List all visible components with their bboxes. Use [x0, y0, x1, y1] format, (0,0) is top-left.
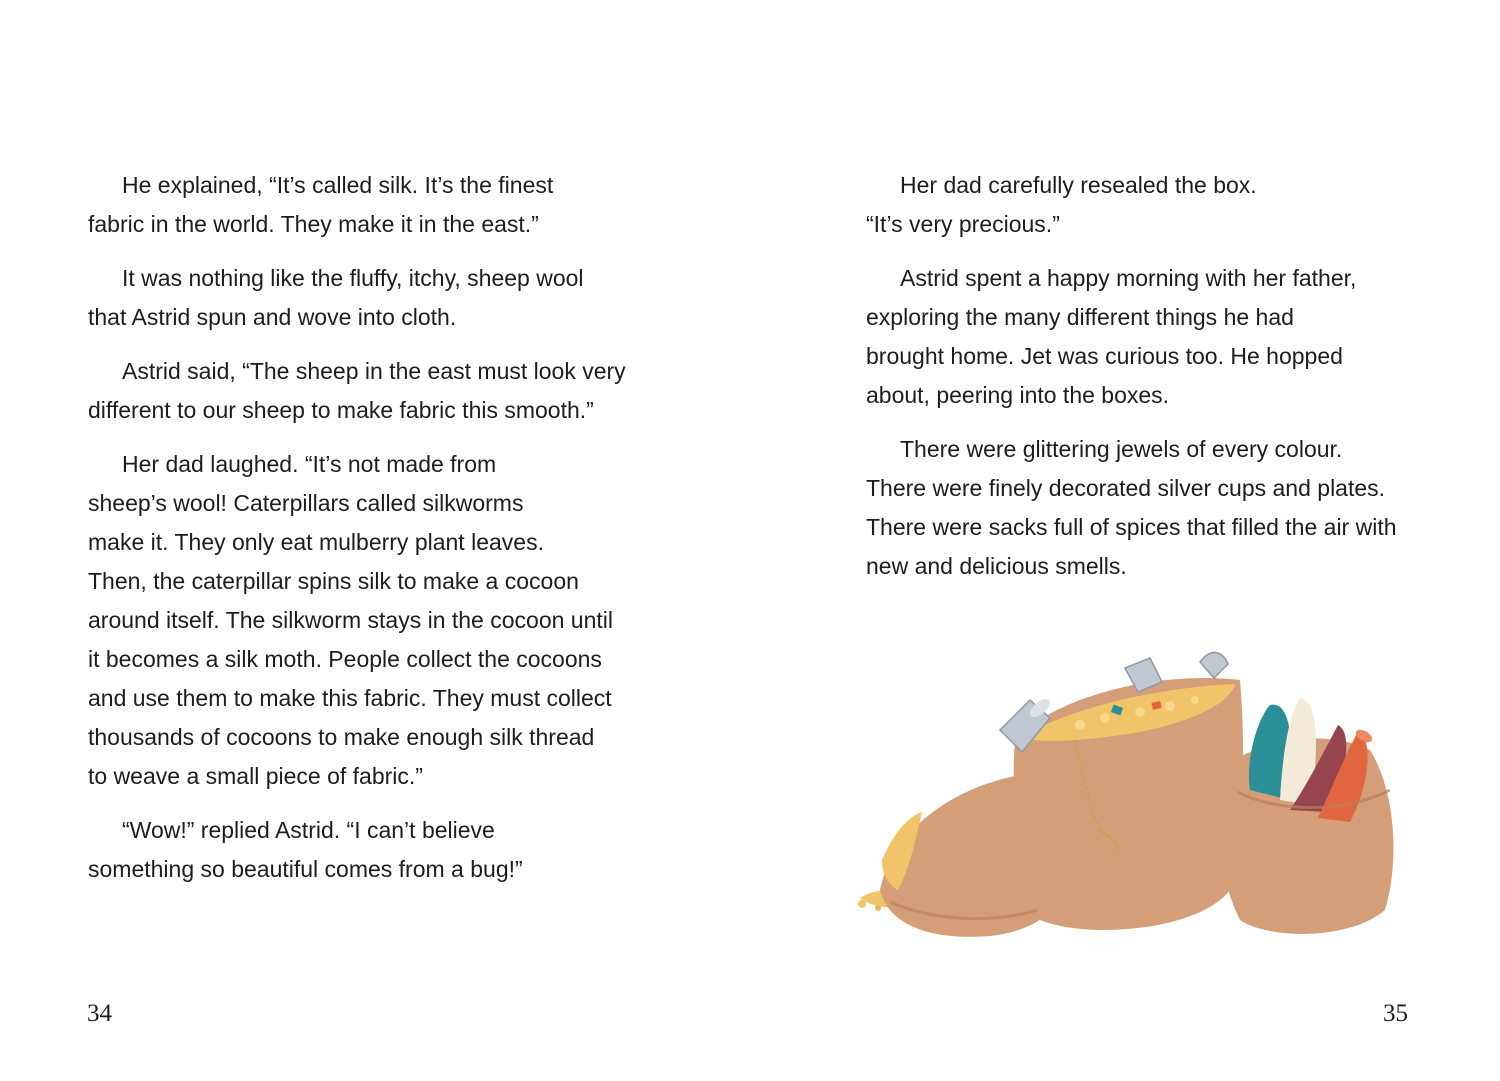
paragraph — [88, 259, 658, 337]
text-line: it becomes a silk moth. People collect the cocoons — [88, 646, 602, 672]
text-line: It was nothing like the fluffy, itchy, sheep wool — [122, 265, 584, 291]
page-number: 35 — [1383, 1000, 1408, 1027]
text-line: fabric in the world. They make it in the east.” — [88, 211, 539, 237]
text-line: “It’s very precious.” — [866, 211, 1060, 237]
right-page — [750, 0, 1500, 1081]
page-number: 34 — [87, 1000, 112, 1027]
text-line: Astrid spent a happy morning with her father, — [900, 265, 1357, 291]
paragraph — [88, 445, 658, 796]
text-line: sheep’s wool! Caterpillars called silkworms — [88, 490, 524, 516]
text-line: around itself. The silkworm stays in the cocoon until — [88, 607, 613, 633]
cloth-sack — [1221, 698, 1394, 934]
paragraph — [866, 166, 1436, 244]
text-line: brought home. Jet was curious too. He hopped — [866, 343, 1343, 369]
text-line: There were glittering jewels of every colour. — [900, 436, 1343, 462]
paragraph — [866, 259, 1436, 415]
paragraph — [866, 430, 1436, 586]
text-line: Astrid said, “The sheep in the east must look very — [122, 358, 626, 384]
text-line: different to our sheep to make fabric this smooth.” — [88, 397, 594, 423]
text-line: to weave a small piece of fabric.” — [88, 763, 423, 789]
paragraph — [88, 352, 658, 430]
text-line: about, peering into the boxes. — [866, 382, 1170, 408]
paragraph — [88, 811, 658, 889]
text-line: “Wow!” replied Astrid. “I can’t believe — [122, 817, 495, 843]
paragraph — [88, 166, 658, 244]
text-line: something so beautiful comes from a bug!” — [88, 856, 523, 882]
text-line: There were sacks full of spices that filled the air with — [866, 514, 1397, 540]
spice-sacks-illustration — [850, 640, 1410, 950]
text-line: There were finely decorated silver cups and plates. — [866, 475, 1386, 501]
right-page-text — [866, 166, 1436, 601]
text-line: He explained, “It’s called silk. It’s the finest — [122, 172, 554, 198]
text-line: Her dad laughed. “It’s not made from — [122, 451, 497, 477]
text-line: that Astrid spun and wove into cloth. — [88, 304, 457, 330]
text-line: make it. They only eat mulberry plant leaves. — [88, 529, 544, 555]
text-line: Then, the caterpillar spins silk to make a cocoon — [88, 568, 579, 594]
text-line: exploring the many different things he had — [866, 304, 1294, 330]
text-line: thousands of cocoons to make enough silk thread — [88, 724, 595, 750]
text-line: new and delicious smells. — [866, 553, 1127, 579]
text-line: and use them to make this fabric. They must collect — [88, 685, 612, 711]
text-line: Her dad carefully resealed the box. — [900, 172, 1257, 198]
left-page-text — [88, 166, 658, 904]
